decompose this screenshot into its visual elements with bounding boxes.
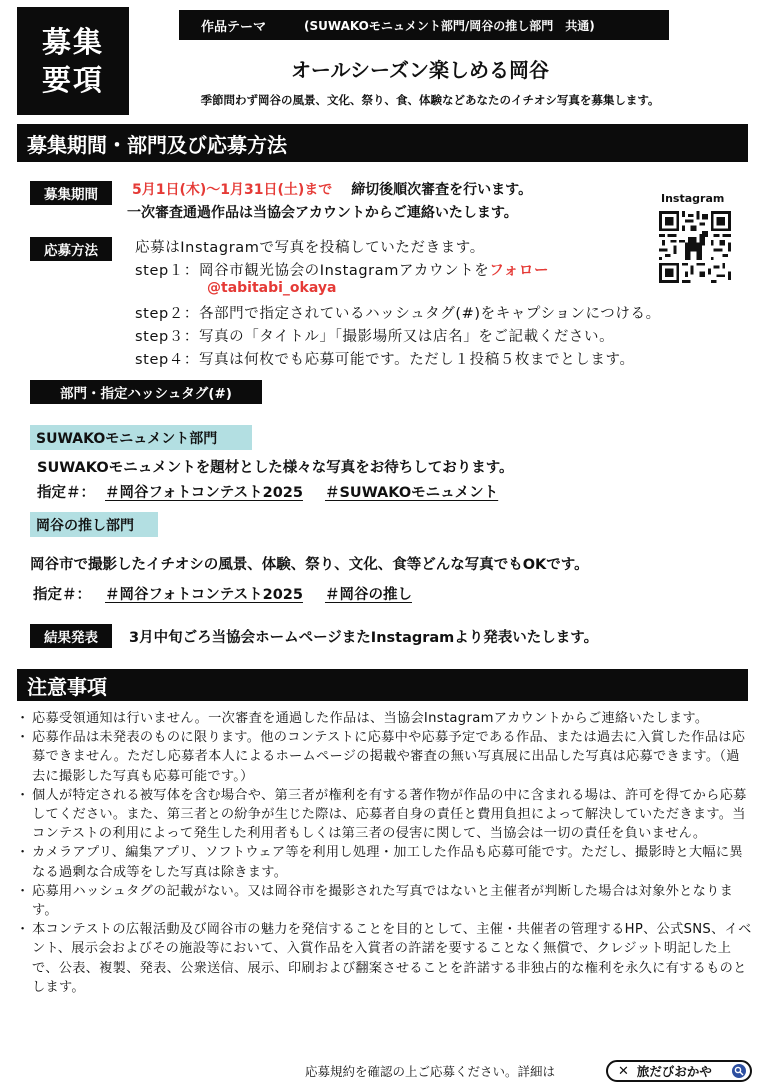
division-suwako-title: SUWAKOモニュメント部門 bbox=[30, 425, 252, 450]
hashtag-photo-contest: ＃岡谷フォトコンテスト2025 bbox=[105, 485, 303, 501]
hashtag-label: 指定＃： bbox=[33, 587, 91, 603]
instagram-label: Instagram bbox=[661, 192, 725, 205]
step-1 bbox=[135, 259, 549, 280]
notes-list bbox=[18, 709, 753, 997]
search-keyword: 旅だびおかや bbox=[636, 1064, 712, 1079]
step-2: step２：各部門で指定されているハッシュタグ(#)をキャプションにつける。 bbox=[135, 306, 661, 322]
theme-title: オールシーズン楽しめる岡谷 bbox=[290, 58, 550, 82]
footer-text: 応募規約を確認の上ご応募ください。詳細は bbox=[305, 1064, 556, 1079]
hashtag-oshi: ＃岡谷の推し bbox=[324, 587, 412, 603]
note-item: ・ 応募作品は未発表のものに限ります。他のコンテストに応募中や応募予定である作品、または過去に入賞した作品は応募できません。ただし応募者本人によるホームページの掲載や審査の無い写真展に出品した写真は応募できます。（過去に撮影した写真も応募可能です。） bbox=[18, 728, 753, 786]
page-title bbox=[17, 7, 129, 115]
hashtag-photo-contest: ＃岡谷フォトコンテスト2025 bbox=[105, 587, 303, 603]
result-label: 結果発表 bbox=[30, 624, 112, 648]
step-4: step４：写真は何枚でも応募可能です。ただし１投稿５枚までとします。 bbox=[135, 352, 635, 368]
division-oshi-desc: 岡谷市で撮影したイチオシの風景、体験、祭り、文化、食等どんな写真でもOKです。 bbox=[30, 557, 589, 573]
period-contact-note: 一次審査通過作品は当協会アカウントからご連絡いたします。 bbox=[127, 205, 518, 221]
period-label: 募集期間 bbox=[30, 181, 112, 205]
theme-bar bbox=[179, 10, 669, 40]
theme-categories: (SUWAKOモニュメント部門/岡谷の推し部門 共通) bbox=[304, 18, 595, 33]
period-dates bbox=[132, 179, 532, 199]
step-3: step３：写真の「タイトル」「撮影場所又は店名」をご記載ください。 bbox=[135, 329, 615, 345]
theme-description: 季節問わず岡谷の風景、文化、祭り、食、体験などあなたのイチオシ写真を募集します。 bbox=[200, 93, 660, 107]
theme-label: 作品テーマ bbox=[201, 19, 267, 35]
method-intro: 応募はInstagramで写真を投稿していただきます。 bbox=[135, 240, 485, 256]
section-heading-application: 募集期間・部門及び応募方法 bbox=[17, 124, 748, 162]
division-suwako-desc: SUWAKOモニュメントを題材とした様々な写真をお待ちしております。 bbox=[37, 460, 514, 476]
result-text: 3月中旬ごろ当協会ホームページまたInstagramより発表いたします。 bbox=[129, 630, 599, 646]
division-suwako-hashtags bbox=[37, 481, 520, 502]
note-item: ・ 個人が特定される被写体を含む場合や、第三者が権利を有する著作物が作品の中に含まれる場は、許可を得てから応募してください。また、第三者との紛争が生じた際は、応募者自身の責任と費用負担によって解決していただきます。当コンテストの利用によって発生した利用者もしくは第三者の侵害に関して、当協会は一切の責任を負いません。 bbox=[18, 786, 753, 844]
search-icon[interactable] bbox=[732, 1064, 746, 1078]
clear-icon[interactable]: ✕ bbox=[618, 1063, 629, 1079]
page-title-line1: 募集 bbox=[41, 25, 104, 59]
division-oshi-hashtags bbox=[33, 583, 434, 604]
follow-text: フォロー bbox=[489, 263, 550, 279]
division-oshi-title: 岡谷の推し部門 bbox=[30, 512, 158, 537]
division-label: 部門・指定ハッシュタグ(#) bbox=[30, 380, 262, 404]
period-note: 締切後順次審査を行います。 bbox=[351, 182, 533, 198]
note-item: ・ 本コンテストの広報活動及び岡谷市の魅力を発信することを目的として、主催・共催者の管理するHP、公式SNS、イベント、展示会およびその施設等において、入賞作品を入賞者の許諾を要することなく無償で、クレジット明記した上で、公表、複製、発表、公衆送信、展示、印刷および翻案させることを許諾する非独占的な権利を永久に有するものとします。 bbox=[18, 920, 753, 997]
search-box[interactable] bbox=[606, 1060, 752, 1082]
instagram-handle-link[interactable]: @tabitabi_okaya bbox=[207, 280, 337, 296]
note-item: ・ 応募用ハッシュタグの記載がない。又は岡谷市を撮影された写真ではないと主催者が判断した場合は対象外となります。 bbox=[18, 882, 753, 920]
period-date-range: 5月1日(木)〜1月31日(土)まで bbox=[132, 182, 333, 198]
note-item: ・ カメラアプリ、編集アプリ、ソフトウェア等を利用し処理・加工した作品も応募可能です。ただし、撮影時と大幅に異なる過剰な合成等をした写真は除きます。 bbox=[18, 843, 753, 881]
qr-code-icon[interactable] bbox=[659, 211, 731, 283]
page-title-line2: 要項 bbox=[41, 63, 104, 97]
hashtag-label: 指定＃： bbox=[37, 485, 95, 501]
method-label: 応募方法 bbox=[30, 237, 112, 261]
note-item: ・ 応募受領通知は行いません。一次審査を通過した作品は、当協会Instagramアカウントからご連絡いたします。 bbox=[18, 709, 753, 728]
step-1-text: step１：岡谷市観光協会のInstagramアカウントを bbox=[135, 263, 490, 279]
section-heading-notes: 注意事項 bbox=[17, 669, 748, 701]
hashtag-suwako: ＃SUWAKOモニュメント bbox=[324, 485, 499, 501]
